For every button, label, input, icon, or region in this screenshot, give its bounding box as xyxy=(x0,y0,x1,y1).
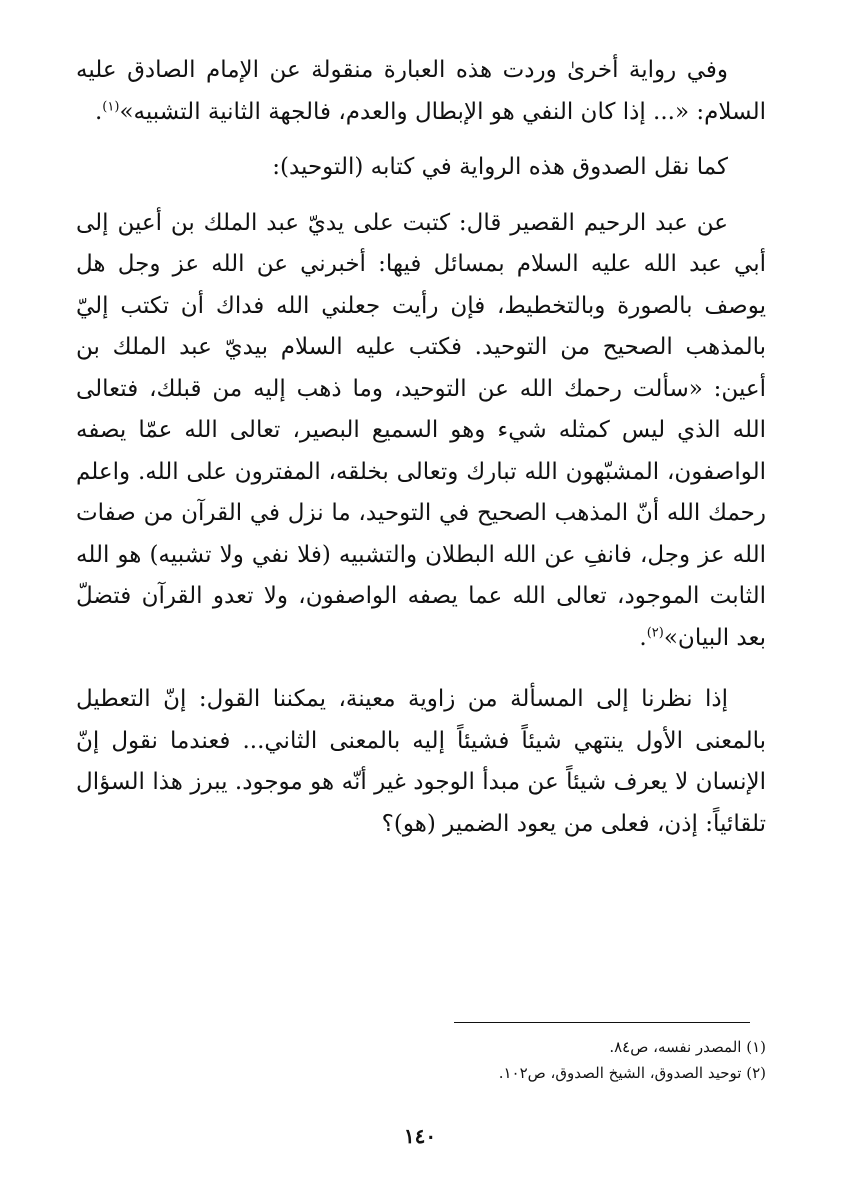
body-text xyxy=(76,50,766,845)
footnote-2: (٢) توحيد الصدوق، الشيخ الصدوق، ص١٠٢. xyxy=(498,1064,766,1082)
paragraph-1 xyxy=(76,50,766,133)
footnote-divider xyxy=(454,1022,750,1023)
paragraph-2-text: كما نقل الصدوق هذه الرواية في كتابه (التوحيد): xyxy=(272,154,728,180)
paragraph-4 xyxy=(76,679,766,845)
paragraph-4-text: إذا نظرنا إلى المسألة من زاوية معينة، يمكننا القول: إنّ التعطيل بالمعنى الأول ينتهي شيئاً فشيئاً إليه بالمعنى الثاني... فعندما نقول إنّ الإنسان لا يعرف شيئاً عن مبدأ الوجود غير أنّه هو موجود. يبرز هذا السؤال تلقائياً: إذن، فعلى من يعود الضمير (هو)؟ xyxy=(76,686,766,837)
footnote-1: (١) المصدر نفسه، ص٨٤. xyxy=(609,1038,766,1056)
paragraph-1-text: وفي رواية أخرىٰ وردت هذه العبارة منقولة عن الإمام الصادق عليه السلام: «... إذا كان النفي هو الإبطال والعدم، فالجهة الثانية التشبيه» xyxy=(76,57,766,125)
footnotes xyxy=(300,1034,766,1086)
paragraph-2 xyxy=(76,147,766,189)
paragraph-3 xyxy=(76,203,766,660)
footnote-ref-1: (١) xyxy=(102,98,120,114)
paragraph-1-tail: . xyxy=(94,98,103,125)
page-number: ١٤٠ xyxy=(403,1124,437,1148)
footnote-ref-2: (٢) xyxy=(646,624,664,640)
paragraph-3-text: عن عبد الرحيم القصير قال: كتبت على يديّ عبد الملك بن أعين إلى أبي عبد الله عليه السلام بمسائل فيها: أخبرني عن الله عز وجل هل يوصف بالصورة وبالتخطيط، فإن رأيت جعلني الله فداك أن تكتب إليّ بالمذهب الصحيح من التوحيد. فكتب عليه السلام بيديّ عبد الملك بن أعين: «سألت رحمك الله عن التوحيد، وما ذهب إليه من قبلك، فتعالى الله الذي ليس كمثله شيء وهو السميع البصير، تعالى الله عمّا يصفه الواصفون، المشبّهون الله تبارك وتعالى بخلقه، المفترون على الله. واعلم رحمك الله أنّ المذهب الصحيح في التوحيد، ما نزل في القرآن من صفات الله عز وجل، فانفِ عن الله البطلان والتشبيه (فلا نفي ولا تشبيه) هو الله الثابت الموجود، تعالى الله عما يصفه الواصفون، ولا تعدو القرآن فتضلّ بعد البيان» xyxy=(76,209,766,651)
paragraph-3-tail: . xyxy=(639,624,647,651)
